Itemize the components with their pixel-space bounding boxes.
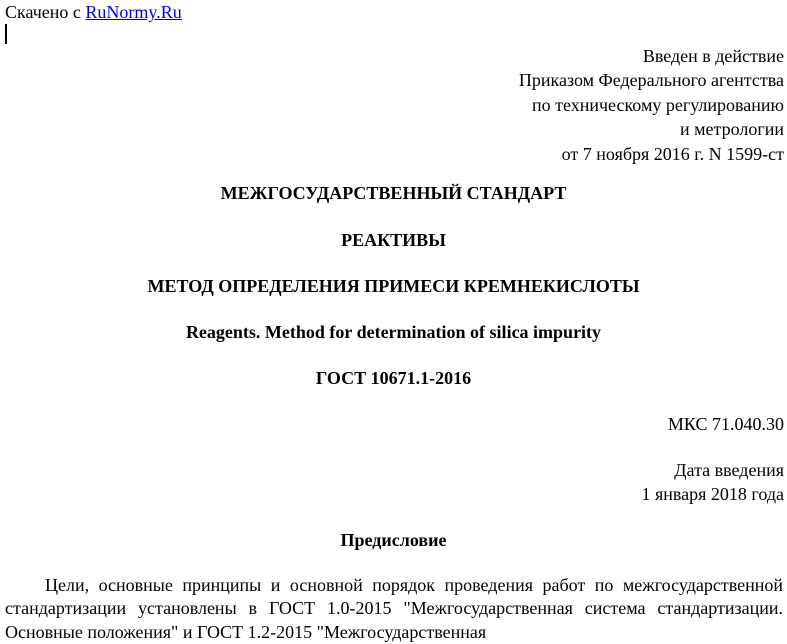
mks-code: МКС 71.040.30 bbox=[667, 414, 784, 434]
source-link[interactable]: RuNormy.Ru bbox=[85, 2, 182, 22]
enactment-line: от 7 ноября 2016 г. N 1599-ст bbox=[561, 143, 784, 164]
introduction-date-value: 1 января 2018 года bbox=[641, 484, 784, 504]
method-title: МЕТОД ОПРЕДЕЛЕНИЯ ПРИМЕСИ КРЕМНЕКИСЛОТЫ bbox=[147, 276, 640, 296]
foreword-heading: Предисловие bbox=[340, 530, 447, 550]
introduction-date-label: Дата введения bbox=[674, 460, 784, 480]
english-title: Reagents. Method for determination of silica impurity bbox=[185, 322, 602, 342]
foreword-paragraph: Цели, основные принципы и основной порядок проведения работ по межгосударственной стандартизации установлены в ГОСТ 1.0-2015 "Межгосударственная система стандартизации. Основные положения" и ГОСТ 1.2-2015 "Межгосударственная bbox=[5, 575, 783, 642]
enactment-line: по техническому регулированию bbox=[531, 94, 784, 115]
source-line bbox=[5, 1, 182, 23]
source-prefix: Скачено с bbox=[5, 2, 86, 22]
text-cursor bbox=[5, 24, 7, 44]
subject-title: РЕАКТИВЫ bbox=[341, 230, 446, 250]
designation-title: ГОСТ 10671.1-2016 bbox=[315, 368, 472, 388]
enactment-line: и метрологии bbox=[680, 119, 784, 140]
introduction-date-block bbox=[641, 458, 784, 506]
standard-type-title: МЕЖГОСУДАРСТВЕННЫЙ СТАНДАРТ bbox=[220, 183, 567, 203]
enactment-block bbox=[519, 44, 784, 166]
enactment-line: Приказом Федерального агентства bbox=[518, 70, 784, 91]
enactment-line: Введен в действие bbox=[642, 46, 784, 66]
